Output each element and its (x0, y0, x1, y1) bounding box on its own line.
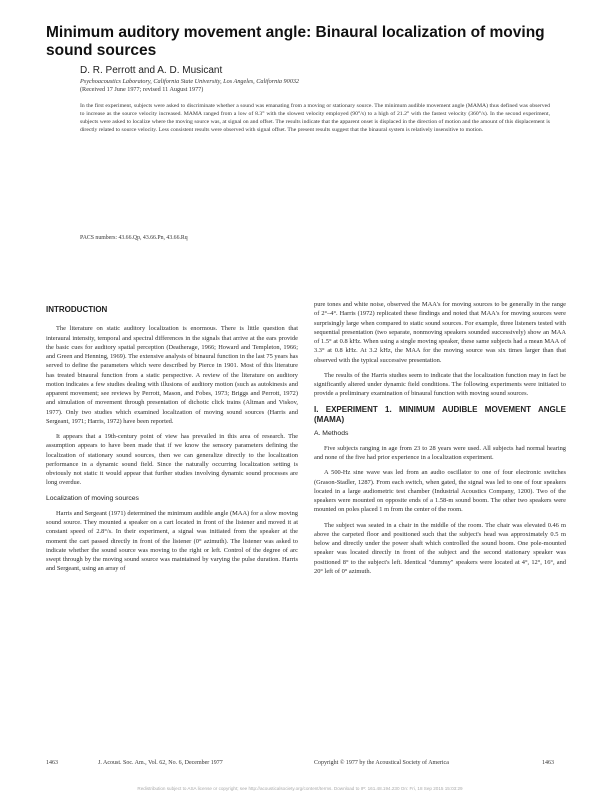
paragraph: pure tones and white noise, observed the MAA's for moving sources to be generally in the range of 2°–4°. Harris (1972) replicated these findings and noted that MAA's for moving sources were surprisingly large when compared to static sound sources. For example, three listeners tested with sequential presentation (two separate, nonmoving speakers sounded successively) show an MAA of 1.5° at 0.8 kHz. When using a single moving speaker, these same subjects had a mean MAA of 3.3° at 0.8 kHz. At 3.2 kHz, the MAA for the moving source was six times larger than that observed with the typical successive presentation. (314, 301, 566, 364)
paragraph: Harris and Sergeant (1971) determined the minimum audible angle (MAA) for a slow moving sound source. They mounted a speaker on a cart located in front of the listener and moved it at constant speed of 2.8°/s. In their experiment, a signal was initiated from the speaker at the moment the cart passed directly in front of the listener (0° azimuth). The listener was asked to indicate whether the sound source was moving to the right or left. Control of the degree of arc swept through by the moving sound source was maintained by varying the pulse duration. Harris and Sergeant, using an array of (46, 509, 298, 573)
paragraph: A 500-Hz sine wave was led from an audio oscillator to one of four electronic switches (Grason-Stadler, 1287). From each switch, when gated, the signal was led to one of four speakers located in a large audiometric test chamber (Industrial Acoustics Company, 1200). Two of the speakers were mounted on opposite ends of a 1.58-m sound boom. The other two speakers were mounted on poles placed 1 m from the center of the room. (314, 469, 566, 514)
authors: D. R. Perrott and A. D. Musicant (80, 65, 223, 76)
section-heading-experiment-1: I. EXPERIMENT 1. MINIMUM AUDIBLE MOVEMENT ANGLE (MAMA) (314, 404, 566, 424)
right-column (314, 300, 566, 582)
redistribution-watermark: Redistribution subject to ASA license or copyright; see http://acousticalsociety.org/content/terms. Download to IP: 161.48.194.230 On: Fri, 18 Sep 2015 15:03:29 (137, 786, 463, 791)
subsection-heading-methods: A. Methods (314, 429, 349, 437)
paragraph: The results of the Harris studies seem to indicate that the localization function may in fact be significantly altered under dynamic field conditions. The following experiments were initiated to provide a preliminary examination of binaural function with moving sound sources. (314, 371, 566, 398)
section-heading-introduction: INTRODUCTION (46, 305, 108, 314)
abstract: In the first experiment, subjects were asked to discriminate whether a sound was emanating from a moving or stationary source. The minimum audible movement angle (MAMA) thus defined was observed to increase as the source velocity increased. MAMA ranged from a low of 8.3° with the slowest velocity employed (90°/s) to a high of 21.2° with the fastest velocity (360°/s). In the second experiment, subjects were asked to localize where the moving source was, at signal on and offset. The results indicate that the apparent onset is displaced in the direction of motion and the amount of this displacement is directly related to source velocity. Less consistent results were observed with signal offset. The present results suggest that the binaural system is relatively insensitive to motion. (80, 103, 550, 134)
affiliation-block (80, 78, 550, 94)
subsection-heading: Localization of moving sources (46, 494, 139, 502)
journal-citation: J. Acoust. Soc. Am., Vol. 62, No. 6, December 1977 (98, 760, 223, 766)
pacs-numbers: PACS numbers: 43.66.Qp, 43.66.Pn, 43.66.Rq (80, 235, 188, 241)
paragraph: The subject was seated in a chair in the middle of the room. The chair was elevated 0.46 m above the carpeted floor and positioned such that the subject's head was approximately 0.5 m below and directly under the power shaft which controlled the sound boom. One pole-mounted speaker was located directly in front of the subject and the second stationary speaker was positioned 8° to the subject's left. Identical "dummy" speakers were located at 4°, 12°, 16°, and 20° left of 0° azimuth. (314, 521, 566, 575)
received-dates: (Received 17 June 1977; revised 11 August 1977) (80, 86, 204, 93)
copyright-notice: Copyright © 1977 by the Acoustical Society of America (314, 760, 449, 766)
page-number-right: 1463 (542, 760, 554, 766)
page-number-left: 1463 (46, 760, 58, 766)
article-title: Minimum auditory movement angle: Binaural localization of moving sound sources (46, 24, 545, 59)
paragraph: Five subjects ranging in age from 23 to 28 years were used. All subjects had normal hearing and none of the five had prior experience in a localization experiment. (314, 444, 566, 461)
left-column (46, 305, 298, 580)
affiliation: Psychoacoustics Laboratory, California State University, Los Angeles, California 90032 (80, 78, 300, 85)
paragraph: The literature on static auditory localization is enormous. There is little question that interaural intensity, temporal and spectral differences in the signals that arrive at the ears provide the basic cues for auditory spatial perception (Deatherage, 1966; Howard and Templeton, 1966; and Green and Henning, 1969). The extensive analysis of binaural function in the last 75 years has served to define the parameters which were described by Pierce in 1901. Most of this literature has treated binaural function from a static perspective. A review of the literature on auditory motion indicates a few studies dealing with illusions of auditory motion (such as autokinesis and apparent movement; see reviews by Perrott, Mason, and Fobes, 1973; Briggs and Perrott, 1972) and simulation of movement through presentation of dichotic click trains (Altman and Viskov, 1977). Only two studies which examined localization of moving sound sources (Harris and Sergeant, 1971; Harris, 1972) have been reported. (46, 325, 298, 425)
paragraph: It appears that a 19th-century point of view has prevailed in this area of research. The assumption appears to have been made that if we know the sensory parameters defining the localization of stationary sound sources, then we can generalize directly to the localization performance in a dynamic sound field. Since the naturally occurring localization setting is obviously not static it would appear that further studies involving dynamic sound processes are long overdue. (46, 433, 298, 487)
